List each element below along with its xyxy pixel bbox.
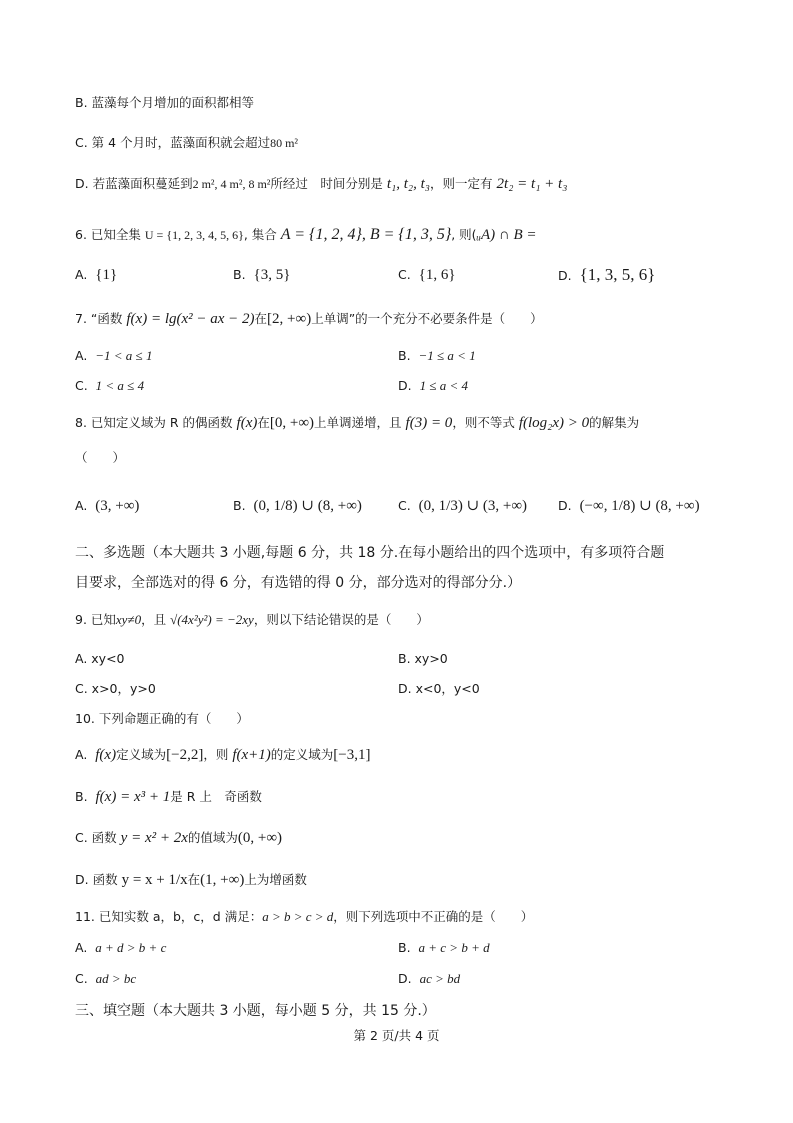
q7-stem-mid: 在 (254, 311, 268, 326)
q10-a-domain-2: [−3,1] (333, 747, 371, 763)
q9-option-b: B. xy>0 (398, 651, 448, 666)
q9-condition: xy≠0 (115, 612, 142, 627)
q7-b-label: B. (398, 348, 411, 363)
q5-d-times: t₁, t₂, t₃ (386, 176, 431, 192)
q10-a-function-2: f(x+1) (232, 747, 271, 763)
q11-stem-pre: 11. 已知实数 a，b，c，d 满足： (75, 909, 263, 924)
q6-c-label: C. (398, 267, 411, 282)
q6-option-a (75, 266, 117, 284)
q9-equation: √(4x²y²) = −2xy (170, 612, 254, 627)
q7-interval: [2, +∞) (267, 311, 312, 327)
q5-d-values: 2 m², 4 m², 8 m² (192, 177, 271, 191)
q11-option-d (398, 970, 460, 988)
q10-a-mid3: 的定义域为 (270, 747, 334, 762)
q11-stem (75, 908, 533, 926)
q6-a-math: {1} (95, 267, 118, 283)
q10-d-pre: D. 函数 (75, 872, 118, 887)
q8-a-math: (3, +∞) (95, 498, 140, 514)
q6-option-c (398, 266, 456, 284)
q10-b-label: B. (75, 789, 88, 804)
q7-option-b (398, 347, 476, 365)
q11-option-b (398, 939, 490, 957)
q8-stem-mid3: ，则不等式 (452, 415, 515, 430)
q10-a-domain: [−2,2] (166, 747, 204, 763)
q8-interval: [0, +∞) (269, 415, 315, 431)
q8-b-label: B. (233, 498, 246, 513)
q11-c-math: ad > bc (95, 971, 137, 986)
q6-universal-set: U = {1, 2, 3, 4, 5, 6} (144, 228, 244, 242)
q9-stem-post: ，则以下结论错误的是（ ） (253, 612, 429, 627)
q5-d-text: D. 若蓝藻面积蔓延到 (75, 176, 193, 191)
q5-d-equation: 2t₂ = t₁ + t₃ (496, 176, 568, 192)
q8-d-math: (−∞, 1/8) ∪ (8, +∞) (579, 498, 700, 514)
q7-option-a (75, 347, 152, 365)
q5-c-math: 80 m² (270, 136, 299, 150)
q10-b-post: 是 R 上 奇函数 (170, 789, 262, 804)
q8-stem-pre: 8. 已知定义域为 R 的偶函数 (75, 415, 233, 430)
q8-option-c (398, 497, 527, 515)
q10-option-d (75, 871, 307, 889)
q8-inequality: f(log₂x) > 0 (518, 415, 590, 431)
q8-option-b (233, 497, 362, 515)
q11-d-label: D. (398, 971, 412, 986)
q6-c-math: {1, 6} (418, 267, 456, 283)
q7-a-math: −1 < a ≤ 1 (95, 348, 153, 363)
q9-stem (75, 611, 429, 629)
q7-b-math: −1 ≤ a < 1 (418, 348, 476, 363)
q8-c-label: C. (398, 498, 411, 513)
section-2-heading (75, 540, 725, 596)
q8-condition: f(3) = 0 (405, 415, 453, 431)
q5-option-b: B. 蓝藻每个月增加的面积都相等 (75, 95, 255, 110)
q5-option-c (75, 134, 298, 152)
q8-paren: （ ） (75, 450, 126, 465)
q7-c-math: 1 < a ≤ 4 (95, 378, 145, 393)
q9-stem-pre: 9. 已知 (75, 612, 116, 627)
q10-c-pre: C. 函数 (75, 830, 117, 845)
q6-d-label: D. (558, 268, 572, 283)
q6-d-math: {1, 3, 5, 6} (579, 265, 656, 284)
q6-expression: ᵤA) ∩ B = (476, 227, 537, 243)
q10-a-mid2: ，则 (203, 747, 229, 762)
page-footer: 第 2 页/共 4 页 (353, 1028, 440, 1043)
q10-stem: 10. 下列命题正确的有（ ） (75, 711, 249, 726)
q8-option-a (75, 497, 139, 515)
q9-option-a: A. xy<0 (75, 651, 125, 666)
section-2-line-2: 目要求，全部选对的得 6 分，有选错的得 0 分，部分选对的得部分分.） (75, 575, 522, 591)
q10-a-function: f(x) (95, 747, 117, 763)
q8-stem-mid2: 上单调递增，且 (314, 415, 402, 430)
q10-c-function: y = x² + 2x (120, 830, 188, 846)
q5-c-text: C. 第 4 个月时，蓝藻面积就会超过 (75, 135, 271, 150)
q11-a-label: A. (75, 940, 88, 955)
q11-option-c (75, 970, 136, 988)
q11-b-label: B. (398, 940, 411, 955)
q5-d-mid: 所经过 时间分别是 (270, 176, 383, 191)
q7-stem (75, 310, 543, 328)
q7-d-label: D. (398, 378, 412, 393)
q8-stem-post: 的解集为 (589, 415, 640, 430)
q8-d-label: D. (558, 498, 572, 513)
q10-option-c (75, 829, 282, 847)
q9-stem-mid: ，且 (141, 612, 167, 627)
q5-option-d (75, 175, 567, 193)
q7-c-label: C. (75, 378, 88, 393)
q10-d-function: y = x + 1/x (121, 872, 188, 888)
q6-a-label: A. (75, 267, 88, 282)
q8-function: f(x) (236, 415, 258, 431)
q10-c-mid: 的值域为 (187, 830, 238, 845)
q8-a-label: A. (75, 498, 88, 513)
q6-stem-post: , 则( (451, 227, 477, 242)
section-3-heading: 三、填空题（本大题共 3 小题，每小题 5 分，共 15 分.） (75, 1003, 436, 1019)
q10-a-label: A. (75, 747, 88, 762)
q11-condition: a > b > c > d (262, 909, 334, 924)
q9-option-c: C. x>0，y>0 (75, 681, 156, 696)
q8-c-math: (0, 1/3) ∪ (3, +∞) (418, 498, 528, 514)
q8-option-d (558, 497, 700, 515)
q8-stem-mid: 在 (257, 415, 270, 430)
q6-b-math: {3, 5} (253, 267, 291, 283)
q7-d-math: 1 ≤ a < 4 (419, 378, 468, 393)
q7-stem-pre: 7. “函数 (75, 311, 123, 326)
q7-stem-post: 上单调”的一个充分不必要条件是（ ） (311, 311, 543, 326)
q11-b-math: a + c > b + d (418, 940, 490, 955)
q11-option-a (75, 939, 166, 957)
q7-option-c (75, 377, 144, 395)
q6-stem-mid: , 集合 (243, 227, 277, 242)
q5-d-post: ，则一定有 (430, 176, 493, 191)
q6-stem (75, 226, 536, 244)
q7-a-label: A. (75, 348, 88, 363)
q10-option-b (75, 788, 262, 806)
q8-b-math: (0, 1/8) ∪ (8, +∞) (253, 498, 362, 514)
q11-stem-post: ，则下列选项中不正确的是（ ） (333, 909, 534, 924)
q6-sets: A = {1, 2, 4}, B = {1, 3, 5} (280, 226, 452, 243)
q10-a-mid: 定义域为 (116, 747, 167, 762)
q10-b-function: f(x) = x³ + 1 (95, 789, 171, 805)
q6-option-d (558, 266, 655, 285)
q10-d-range: (1, +∞) (200, 872, 245, 888)
q7-function: f(x) = lg(x² − ax − 2) (126, 311, 255, 327)
q10-d-mid: 在 (187, 872, 201, 887)
q11-a-math: a + d > b + c (95, 940, 167, 955)
q6-option-b (233, 266, 290, 284)
q10-option-a (75, 746, 370, 764)
q6-stem-pre: 6. 已知全集 (75, 227, 141, 242)
q9-option-d: D. x<0，y<0 (398, 681, 480, 696)
q10-c-range: (0, +∞) (237, 830, 283, 846)
section-2-line-1: 二、多选题（本大题共 3 小题,每题 6 分，共 18 分.在每小题给出的四个选项中，有多项符合题 (75, 545, 665, 561)
q11-d-math: ac > bd (419, 971, 461, 986)
q10-d-post: 上为增函数 (244, 872, 307, 887)
q6-b-label: B. (233, 267, 246, 282)
q11-c-label: C. (75, 971, 88, 986)
q7-option-d (398, 377, 468, 395)
q8-stem (75, 414, 639, 432)
